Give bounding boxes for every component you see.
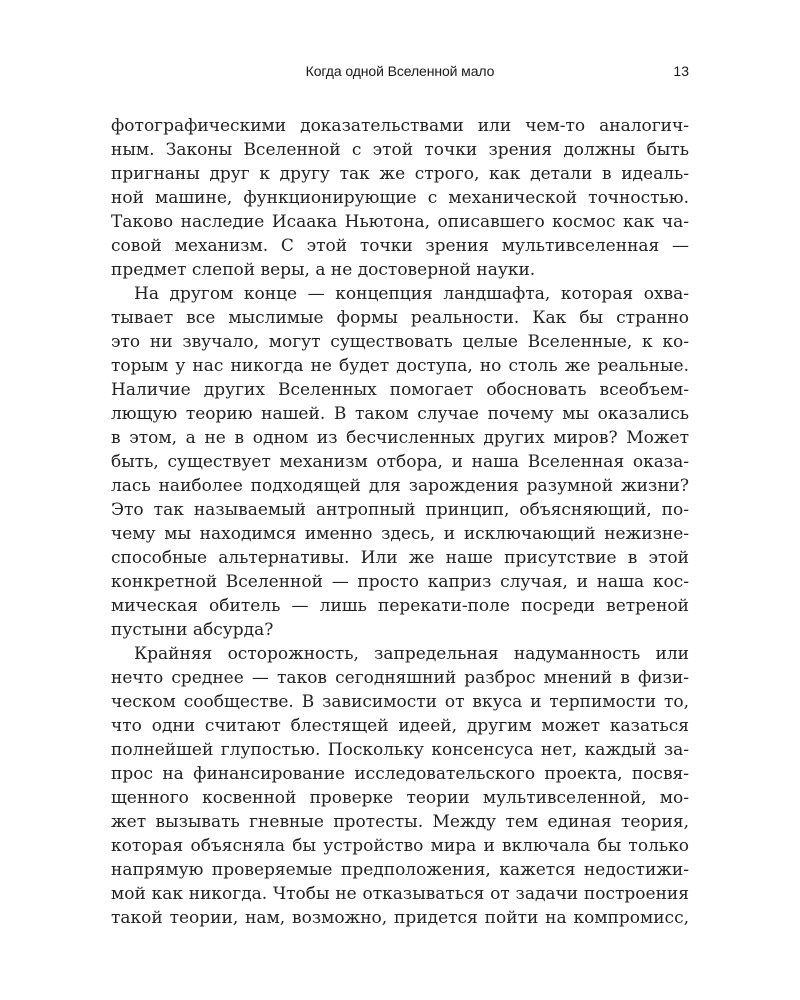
text-line: совой механизм. С этой точки зрения мультивселенная — — [111, 236, 689, 256]
text-line: лющую теорию нашей. В таком случае почему мы оказались — [111, 404, 689, 424]
text-line: лась наиболее подходящей для зарождения разумной жизни? — [111, 476, 689, 496]
running-title: Когда одной Вселенной мало — [305, 63, 495, 79]
text-line: На другом конце — концепция ландшафта, которая охва- — [134, 284, 689, 304]
text-line: тывает все мыслимые формы реальности. Как бы странно — [111, 308, 689, 328]
text-line: торым у нас никогда не будет доступа, но столь же реальные. — [111, 356, 689, 376]
text-line: ной машине, функционирующие с механической точностью. — [111, 188, 689, 208]
text-line: Это так называемый антропный принцип, объясняющий, по- — [111, 500, 689, 520]
text-line: конкретной Вселенной — просто каприз случая, и наша кос- — [111, 572, 689, 592]
text-line: жет вызывать гневные протесты. Между тем единая теория, — [111, 812, 689, 832]
text-line: способные альтернативы. Или же наше присутствие в этой — [111, 548, 689, 568]
text-line: полнейшей глупостью. Поскольку консенсуса нет, каждый за- — [111, 740, 689, 760]
text-line: мой как никогда. Чтобы не отказываться от задачи построения — [111, 884, 689, 904]
text-line: чему мы находимся именно здесь, и исключающий нежизне- — [111, 524, 689, 544]
text-line: Крайняя осторожность, запредельная надуманность или — [134, 644, 689, 664]
text-line: мическая обитель — лишь перекати-поле посреди ветреной — [111, 596, 689, 616]
text-line: в этом, а не в одном из бесчисленных других миров? Может — [111, 428, 689, 448]
text-line: это ни звучало, могут существовать целые Вселенные, к ко- — [111, 332, 689, 352]
text-line: ным. Законы Вселенной с этой точки зрения должны быть — [111, 140, 689, 160]
page-number: 13 — [673, 63, 689, 79]
paragraph-2 — [111, 282, 689, 642]
text-line: быть, существует механизм отбора, и наша Вселенная оказа- — [111, 452, 689, 472]
text-line: пригнаны друг к другу так же строго, как детали в идеаль- — [111, 164, 689, 184]
text-line: нечто среднее — таков сегодняшний разброс мнений в физи- — [111, 668, 689, 688]
text-line: ческом сообществе. В зависимости от вкуса и терпимости то, — [111, 692, 689, 712]
paragraph-1 — [111, 114, 689, 282]
body-text — [111, 114, 689, 930]
text-line: которая объясняла бы устройство мира и включала бы только — [111, 836, 689, 856]
text-line: фотографическими доказательствами или чем-то аналогич- — [111, 116, 689, 136]
text-line: такой теории, нам, возможно, придется пойти на компромисс, — [111, 908, 689, 928]
text-line: прос на финансирование исследовательского проекта, посвя- — [111, 764, 689, 784]
text-line: что одни считают блестящей идеей, другим может казаться — [111, 716, 689, 736]
text-line: Таково наследие Исаака Ньютона, описавшего космос как ча- — [111, 212, 689, 232]
text-line: пустыни абсурда? — [111, 620, 274, 640]
text-line: предмет слепой веры, а не достоверной науки. — [111, 260, 536, 280]
running-header — [0, 63, 800, 83]
text-line: щенного косвенной проверке теории мультивселенной, мо- — [111, 788, 689, 808]
text-line: напрямую проверяемые предположения, кажется недостижи- — [111, 860, 689, 880]
text-line: Наличие других Вселенных помогает обосновать всеобъем- — [111, 380, 689, 400]
paragraph-3 — [111, 642, 689, 930]
